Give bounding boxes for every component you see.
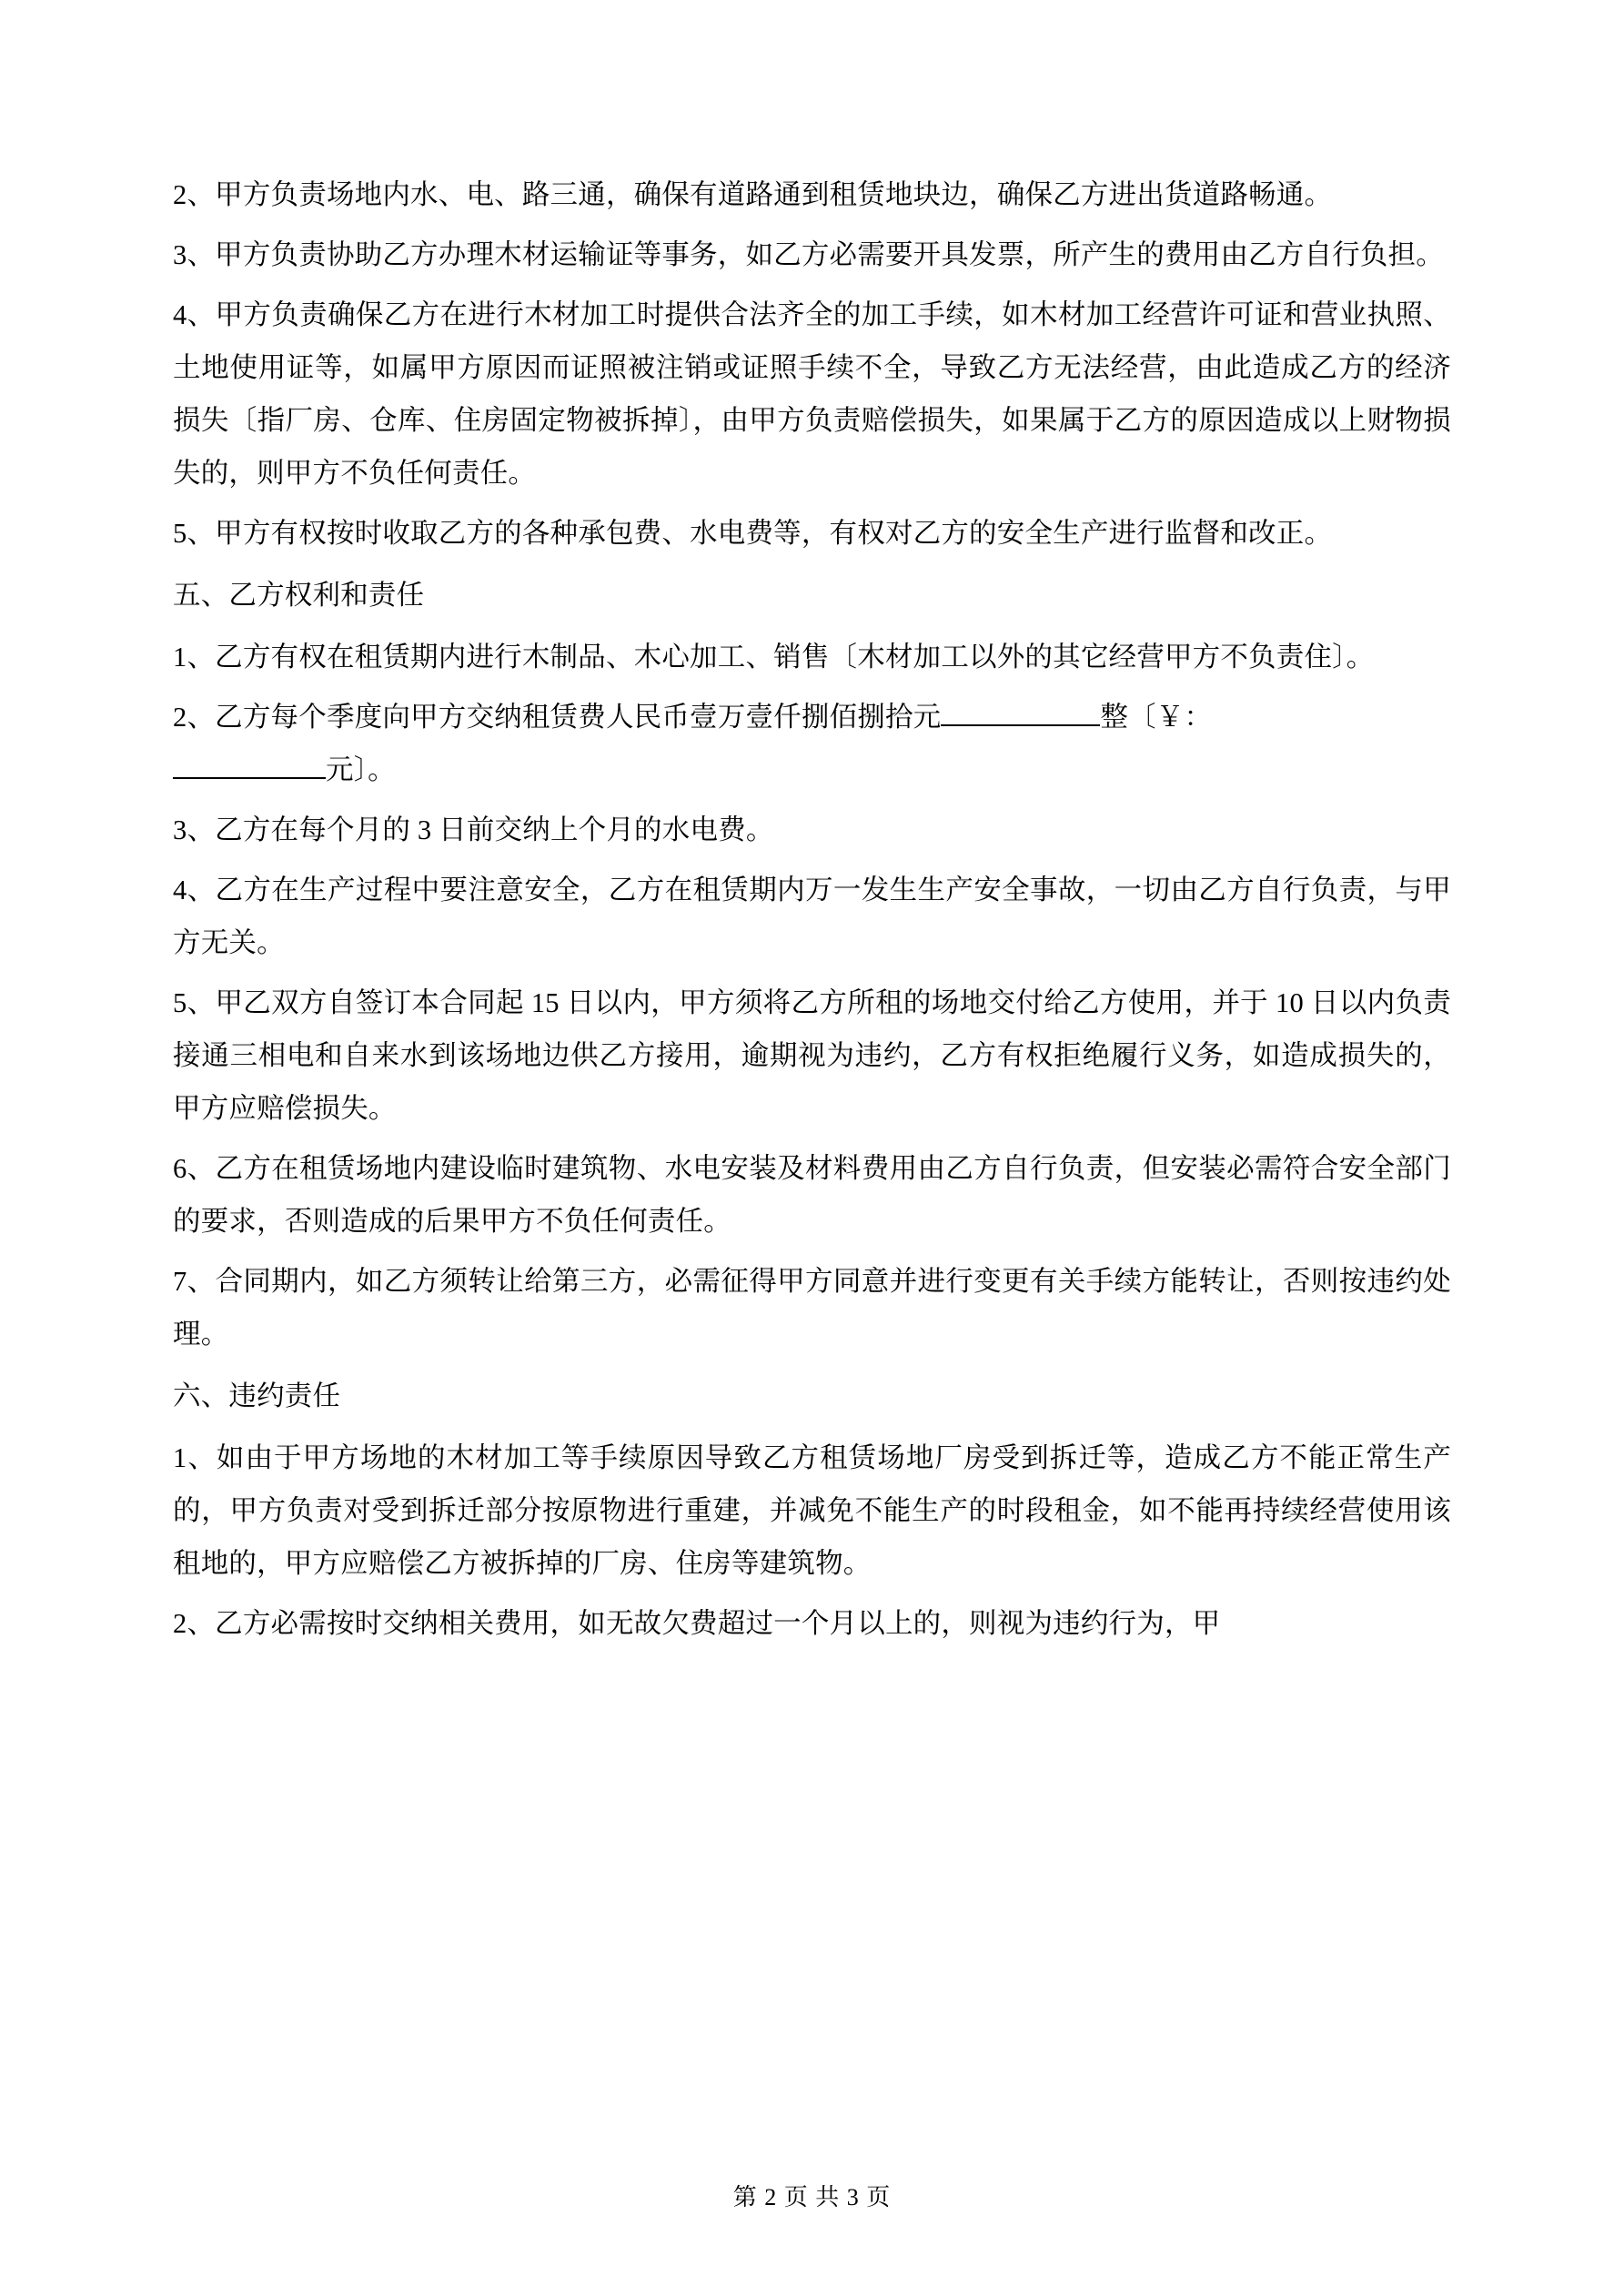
paragraph: 4、甲方负责确保乙方在进行木材加工时提供合法齐全的加工手续，如木材加工经营许可证和营业执照、土地使用证等，如属甲方原因而证照被注销或证照手续不全，导致乙方无法经营，由此造成乙方的经济损失〔指厂房、仓库、住房固定物被拆掉〕，由甲方负责赔偿损失，如果属于乙方的原因造成以上财物损失的，则甲方不负任何责任。: [173, 299, 1451, 489]
paragraph: 2、乙方必需按时交纳相关费用，如无故欠费超过一个月以上的，则视为违约行为，甲: [173, 1608, 1221, 1639]
blank-field-amount-numeric[interactable]: [173, 777, 326, 779]
paragraph: 3、甲方负责协助乙方办理木材运输证等事务，如乙方必需要开具发票，所产生的费用由乙方自行负担。: [173, 239, 1444, 270]
document-body: [173, 168, 1451, 1650]
paragraph-with-blanks: [173, 691, 1451, 796]
paragraph: 1、乙方有权在租赁期内进行木制品、木心加工、销售〔木材加工以外的其它经营甲方不负责住〕。: [173, 642, 1375, 673]
blank-field-amount[interactable]: [941, 724, 1100, 726]
paragraph: 1、如由于甲方场地的木材加工等手续原因导致乙方租赁场地厂房受到拆迁等，造成乙方不能正常生产的，甲方负责对受到拆迁部分按原物进行重建，并减免不能生产的时段租金，如不能再持续经营使用该租地的，甲方应赔偿乙方被拆掉的厂房、住房等建筑物。: [173, 1442, 1451, 1579]
paragraph: 6、乙方在租赁场地内建设临时建筑物、水电安装及材料费用由乙方自行负责，但安装必需符合安全部门的要求，否则造成的后果甲方不负任何责任。: [173, 1153, 1451, 1237]
paragraph: 5、甲乙双方自签订本合同起 15 日以内，甲方须将乙方所租的场地交付给乙方使用，并于 10 日以内负责接通三相电和自来水到该场地边供乙方接用，逾期视为违约，乙方有权拒绝履行义务，如造成损失的，甲方应赔偿损失。: [173, 987, 1451, 1124]
paragraph: 3、乙方在每个月的 3 日前交纳上个月的水电费。: [173, 814, 774, 845]
paragraph: 4、乙方在生产过程中要注意安全，乙方在租赁期内万一发生生产安全事故，一切由乙方自行负责，与甲方无关。: [173, 875, 1451, 958]
page-footer: 第 2 页 共 3 页: [732, 2184, 892, 2210]
section-heading-five: 五、乙方权利和责任: [173, 580, 425, 611]
section-heading-six: 六、违约责任: [173, 1381, 341, 1411]
paragraph: 2、甲方负责场地内水、电、路三通，确保有道路通到租赁地块边，确保乙方进出货道路畅通。: [173, 179, 1333, 210]
fill-suffix-text: 元〕。: [326, 754, 396, 785]
paragraph: 7、合同期内，如乙方须转让给第三方，必需征得甲方同意并进行变更有关手续方能转让，否则按违约处理。: [173, 1266, 1451, 1350]
paragraph: 5、甲方有权按时收取乙方的各种承包费、水电费等，有权对乙方的安全生产进行监督和改正。: [173, 518, 1333, 549]
fill-prefix-text: 2、乙方每个季度向甲方交纳租赁费人民币壹万壹仟捌佰捌拾元: [173, 702, 942, 733]
fill-middle-text: 整〔￥：: [1100, 702, 1213, 733]
